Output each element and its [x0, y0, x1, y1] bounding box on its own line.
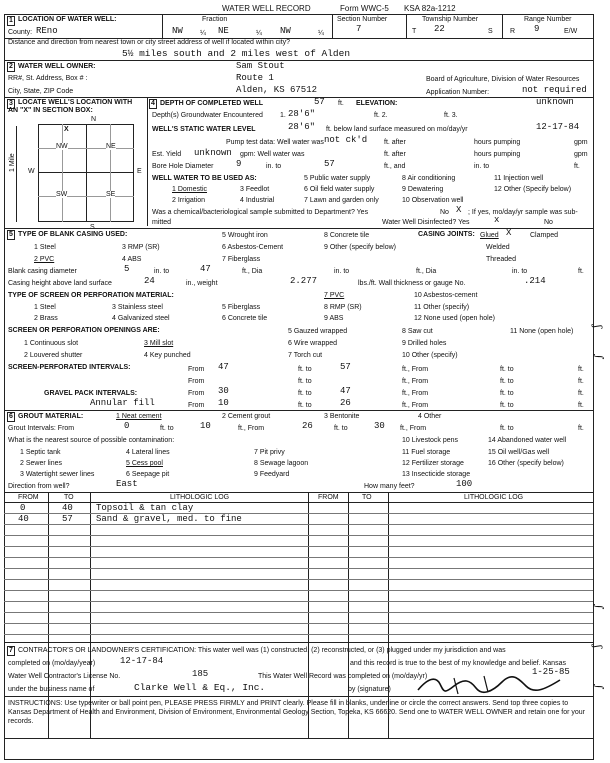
- bore-to-value: 57: [324, 159, 335, 169]
- location-label: LOCATION OF WATER WELL:: [18, 16, 117, 23]
- grout-to-1: 10: [200, 421, 211, 431]
- city-label: City, State, ZIP Code: [8, 88, 74, 95]
- log-rule: [4, 535, 593, 536]
- fraction-3: NW: [280, 26, 291, 36]
- grout-to-2: 30: [374, 421, 385, 431]
- distance-value: 5½ miles south and 2 miles west of Alden: [122, 48, 351, 59]
- location-x-mark: X: [64, 126, 69, 133]
- screen-label: TYPE OF SCREEN OR PERFORATION MATERIAL:: [8, 292, 174, 299]
- locate-label-2: AN "X" IN SECTION BOX:: [8, 107, 93, 114]
- owner-value: Sam Stout: [236, 61, 285, 71]
- neat-cement-selected: 1 Neat cement: [116, 413, 162, 420]
- gauge-value: .214: [524, 276, 546, 286]
- casing-to: 47: [200, 264, 211, 274]
- form-number: Form WWC-5: [340, 4, 389, 13]
- fraction-label: Fraction: [202, 16, 228, 23]
- range-label: Range Number: [524, 16, 572, 23]
- grout-label: GROUT MATERIAL:: [18, 413, 84, 420]
- depth-value: 57: [314, 97, 325, 107]
- annular-label: Annular fill: [90, 398, 155, 408]
- bore-value: 9: [236, 159, 242, 169]
- casing-weight: 2.277: [290, 276, 318, 286]
- instructions-text: INSTRUCTIONS: Use typewriter or ball point pen, PLEASE PRESS FIRMLY and PRINT clearly. Please fill in blanks, underline or circle the correct answers. Send top three copies to Kansas Department of Health and Environment, Division of Environment, Environmental Geology Section, Topeka, KS 66620. Send one to WATER WELL OWNER and retain one for your records.: [8, 700, 586, 725]
- city-value: Alden, KS 67512: [236, 85, 318, 95]
- perf-to: 57: [340, 362, 351, 372]
- log-rule: [4, 568, 593, 569]
- yield-value: unknown: [194, 148, 232, 158]
- log-rule: [4, 513, 593, 514]
- direction-value: East: [116, 479, 138, 489]
- water-well-record-form: WATER WELL RECORD Form WWC-5 KSA 82a-1212 1 LOCATION OF WATER WELL: County: REno Fraction NW ¼ NE ¼ NW ¼ Section Number 7 Township Number T 22 S Range Number R 9 E/W Distance and direction from nearest town or city street address of well if located within city? 5½ miles south and 2 miles west of Alden 2 WATER WELL OWNER: Sam Stout RR#, St. Address, Box # : Route 1 Board of Agriculture, Division of Water Resources City, State, ZIP Code Alden, KS 67512 Application Number: not required 3 LOCATE WELL'S LOCATION WITH AN "X" IN SECTION BOX: N W E 1 Mile NW NE SW SE X 4 DEPTH OF COMPLETED WELL 57 ft. ELEVATION: unknown Depth(s) Groundwater Encountered 1. 28'6" ft. 2. ft. 3. WELL'S STATIC WATER LEVEL 28'6" ft. below land surface measured on mo/day/yr 12-17-84 Pump test data: Well water was not ck'd ft. after hours pumping gpm Est. Yield unknown gpm: Well water was ft. after hours pumping gpm Bore Hole Diameter 9 in. to 57 ft., and in. to ft. WELL WATER TO BE USED AS: 5 Public water supply 8 Air conditioning 11 Injection well 1 Domestic 3 Feedlot 6 Oil field water supply 9 Dewatering 12 Other (Specify below) 2 Irrigation 4 Industrial 7 Lawn and garden only 10 Observation well Was a chemical/bacteriological sample submitted to Department? Yes No X ; If yes, mo/day/yr sample was sub- mitted Water Well Disinfected? Yes x No 5 TYPE OF BLANK CASING USED: 5 Wrought iron 8 Concrete tile CASING JOINTS: Glued X Clamped 1 Steel 3 RMP (SR) 6 Asbestos-Cement 9 Other (specify below) Welded 2 PVC 4 ABS 7 Fiberglass Threaded Blank casing diameter 5 in. to 47 ft., Dia in. to ft., Dia in. to ft. Casing height above land surface 24 in., weight 2.277 lbs./ft. Wall thickness or gauge No. .214 TYPE OF SCREEN OR PERFORATION MATERIAL: 7 PVC 10 Asbestos-cement 1 Steel 3 Stainless steel 5 Fiberglass 8 RMP (SR) 11 Other (specify) 2 Brass 4 Galvanized steel 6 Concrete tile 9 ABS 12 None used (open hole) SCREEN OR PERFORATION OPENINGS ARE: 5 Gauzed wrapped 8 Saw cut 11 None (open hole) 1 Continuous slot 3 Mill slot 6 Wire wrapped 9 Drilled holes 2 Louvered shutter 4 Key punched 7 Torch cut 10 Other (specify) SCREEN-PERFORATED INTERVALS: From 47 ft. to 57 ft., From ft. to ft. From ft. to ft., From ft. to ft. GRAVEL PACK INTERVALS: From 30 ft. to 47 ft., From ft. to ft. Annular fill From 10 ft. to 26 ft., From ft. to ft. 6 GROUT MATERIAL: 1 Neat cement 2 Cement grout 3 Bentonite 4 Other Grout Intervals: From 0 ft. to 10 ft., From 26 ft. to 30 ft., From ft. to ft. What is the nearest source of possible contamination: 10 Livestock pens 14 Abandoned water well 1 Septic tank 4 Lateral lines 7 Pit privy 11 Fuel storage 15 Oil well/Gas well 2 Sewer lines 5 Cess pool 8 Sewage lagoon 12 Fertilizer storage 16 Other (specify below) 3 Watertight sewer lines 6 Seepage pit 9 Feedyard 13 Insecticide storage Direction from well? East How many feet? 100 FROM TO LITHOLOGIC LOG FROM TO LITHOLOGIC LOG 0 40 Topsoil & tan clay 40 57 Sand & gravel, med. to fine 7 CONTRACTOR'S OR LANDOWNER'S CERTIFICATION: This water well was (1) constructed, (2) reconstructed, or (3) plugged under my jurisdiction and was completed on (mo/day/year) 12-17-84 and this record is true to the best of my knowledge and belief. Kansas Water Well Contractor's License No. 185 This Water Well Record was completed on (mo/day/yr) 1-25-85 under the business name of Clarke Well & Eq., Inc. by (signature) INSTRUCTIONS: Use typewriter or ball point pen, PLEASE PRESS FIRMLY and PRINT clearly. Please fill in blanks, underline or circle the correct answers. Send top three copies to Kansas Department of Health and Environment, Division of Environment, Environmental Geology Section, Topeka, KS 66620. Send one to WATER WELL OWNER and retain one for your records.: [4, 2, 594, 759]
- distance-label: Distance and direction from nearest town or city street address of well if located within city?: [8, 39, 291, 46]
- county-label: County:: [8, 29, 33, 36]
- gravel-label: GRAVEL PACK INTERVALS:: [44, 390, 138, 397]
- casing-label: TYPE OF BLANK CASING USED:: [18, 231, 128, 238]
- log-rule: [4, 524, 593, 525]
- section-4-number: 4: [151, 100, 155, 107]
- log-rule: [4, 579, 593, 580]
- casing-diameter: 5: [124, 264, 130, 274]
- record-date: 1-25-85: [532, 667, 570, 677]
- completed-date: 12-17-84: [120, 656, 164, 666]
- owner-label: WATER WELL OWNER:: [18, 63, 96, 70]
- mile-label: 1 Mile: [9, 153, 16, 172]
- perforated-label: SCREEN-PERFORATED INTERVALS:: [8, 364, 131, 371]
- annular-from: 10: [218, 398, 229, 408]
- log-rule: [4, 612, 593, 613]
- depth-label: DEPTH OF COMPLETED WELL: [160, 100, 264, 107]
- grout-from-2: 26: [302, 421, 313, 431]
- annular-to: 26: [340, 398, 351, 408]
- address-value: Route 1: [236, 73, 274, 83]
- chem-x: X: [456, 205, 462, 215]
- section-number-label: Section Number: [337, 16, 388, 23]
- pump-value: not ck'd: [324, 135, 368, 145]
- log-rule: [4, 634, 593, 635]
- section-2-number: 2: [9, 63, 13, 70]
- section-7-number: 7: [9, 647, 13, 654]
- disinfected-x: x: [494, 215, 500, 225]
- groundwater-label: Depth(s) Groundwater Encountered: [152, 112, 263, 119]
- ksa-number: KSA 82a-1212: [404, 4, 456, 13]
- log-rule: [4, 623, 593, 624]
- cess-pool-selected: 5 Cess pool: [126, 460, 163, 467]
- section-6-number: 6: [9, 413, 13, 420]
- township-label: Township Number: [422, 16, 479, 23]
- locate-label-1: LOCATE WELL'S LOCATION WITH: [18, 99, 133, 106]
- license-number: 185: [192, 669, 209, 679]
- log-rule: [4, 546, 593, 547]
- static-label: WELL'S STATIC WATER LEVEL: [152, 126, 256, 133]
- casing-pvc-selected: 2 PVC: [34, 256, 55, 263]
- mill-slot-selected: 3 Mill slot: [144, 340, 174, 347]
- range-ew: E/W: [564, 28, 578, 35]
- how-many-feet-value: 100: [456, 479, 473, 489]
- log-rule: [4, 601, 593, 602]
- use-domestic-selected: 1 Domestic: [172, 186, 208, 193]
- township-value: 22: [434, 24, 445, 34]
- gravel-to: 47: [340, 386, 351, 396]
- section-5-number: 5: [9, 231, 13, 238]
- range-value: 9: [534, 24, 540, 34]
- application-label: Application Number:: [426, 89, 490, 96]
- county-value: REno: [36, 26, 58, 36]
- gravel-from: 30: [218, 386, 229, 396]
- casing-height: 24: [144, 276, 155, 286]
- form-title: WATER WELL RECORD: [222, 4, 311, 13]
- business-name: Clarke Well & Eq., Inc.: [134, 682, 266, 693]
- fraction-1: NW: [172, 26, 183, 36]
- openings-label: SCREEN OR PERFORATION OPENINGS ARE:: [8, 327, 160, 334]
- fraction-2: NE: [218, 26, 229, 36]
- section-1-number: 1: [9, 17, 13, 24]
- glued-selected: Glued: [480, 232, 499, 239]
- groundwater-value: 28'6": [288, 109, 316, 119]
- scan-edge-marks: ʃ ∫ ∫ ʃ ∫: [591, 325, 606, 690]
- log-rule: [4, 590, 593, 591]
- elevation-value: unknown: [536, 97, 574, 107]
- elevation-label: ELEVATION:: [356, 100, 398, 107]
- board-label: Board of Agriculture, Division of Water Resources: [426, 76, 580, 83]
- static-value: 28'6": [288, 122, 316, 132]
- use-label: WELL WATER TO BE USED AS:: [152, 175, 257, 182]
- application-value: not required: [522, 85, 587, 95]
- static-date: 12-17-84: [536, 122, 580, 132]
- address-label: RR#, St. Address, Box # :: [8, 75, 88, 82]
- signature-icon: [414, 674, 564, 696]
- perf-from: 47: [218, 362, 229, 372]
- screen-pvc-selected: 7 PVC: [324, 292, 345, 299]
- log-rule: [4, 557, 593, 558]
- section-3-number: 3: [9, 100, 13, 107]
- certification-line-1: CONTRACTOR'S OR LANDOWNER'S CERTIFICATION: This water well was (1) constructed, (2) reconstructed, or (3) plugged under my jurisdiction and was: [18, 647, 506, 654]
- grout-from-1: 0: [124, 421, 130, 431]
- section-number-value: 7: [356, 24, 362, 34]
